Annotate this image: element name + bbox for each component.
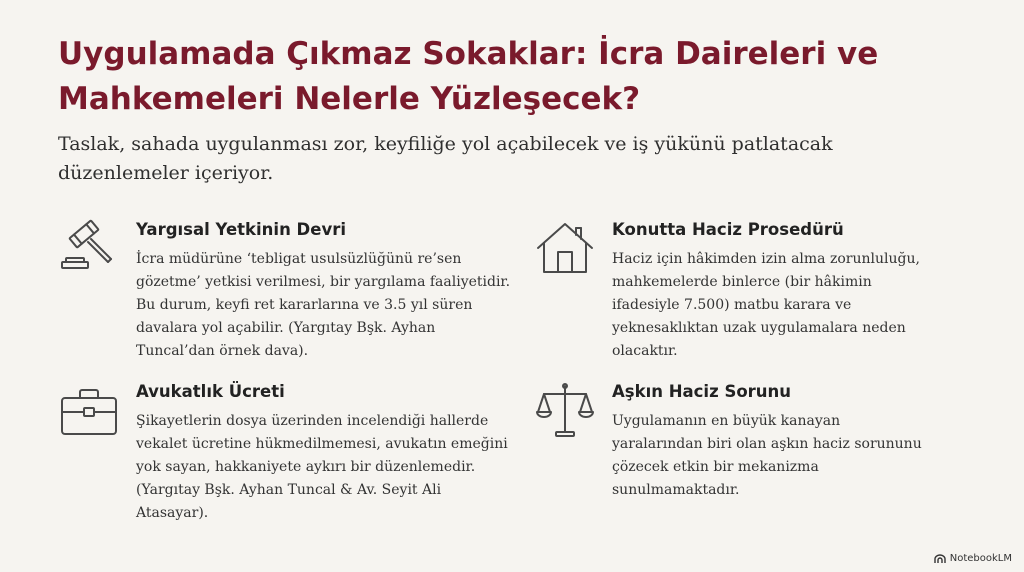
card-body: Şikayetlerin dosya üzerinden incelendiği hallerde vekalet ücretine hükmedilmemesi, avukatın emeğini yok sayan, hakkaniyete aykırı bir düzenlemedir. (Yargıtay Bşk. Ayhan Tuncal & Av. Seyit Ali Atasayar).: [136, 413, 508, 521]
page-subtitle: Taslak, sahada uygulanması zor, keyfiliğe yol açabilecek ve iş yükünü patlatacak düzenlemeler içeriyor.: [58, 133, 833, 184]
gavel-icon: [58, 218, 120, 280]
card-heading: Aşkın Haciz Sorunu: [612, 382, 792, 401]
card-body: İcra müdürüne ‘tebligat usulsüzlüğünü re’sen gözetme’ yetkisi verilmesi, bir yargılama faaliyetidir. Bu durum, keyfi ret kararlarına ve 3.5 yıl süren davalara yol açabilir. (Yargıtay Bşk. Ayhan Tuncal’dan örnek dava).: [136, 251, 511, 359]
card-body: Haciz için hâkimden izin alma zorunluluğu, mahkemelerde binlerce (bir hâkimin ifadesiyle 7.500) matbu karara ve yeknesaklıktan uzak uygulamalara neden olacaktır.: [612, 251, 920, 359]
card-heading: Avukatlık Ücreti: [136, 382, 285, 401]
card-heading: Konutta Haciz Prosedürü: [612, 220, 844, 239]
notebooklm-logo-icon: [934, 554, 946, 564]
house-icon: [534, 218, 596, 280]
briefcase-icon: [58, 380, 120, 442]
page-title: Uygulamada Çıkmaz Sokaklar: İcra Daireleri ve Mahkemeleri Nelerle Yüzleşecek?: [58, 36, 879, 117]
card-heading: Yargısal Yetkinin Devri: [136, 220, 346, 239]
card-body: Uygulamanın en büyük kanayan yaralarından biri olan aşkın haciz sorununu çözecek etkin bir mekanizma sunulmamaktadır.: [612, 413, 922, 498]
scales-icon: [534, 380, 596, 442]
brand-label: NotebookLM: [949, 553, 1012, 564]
brand-mark: [934, 553, 1012, 564]
